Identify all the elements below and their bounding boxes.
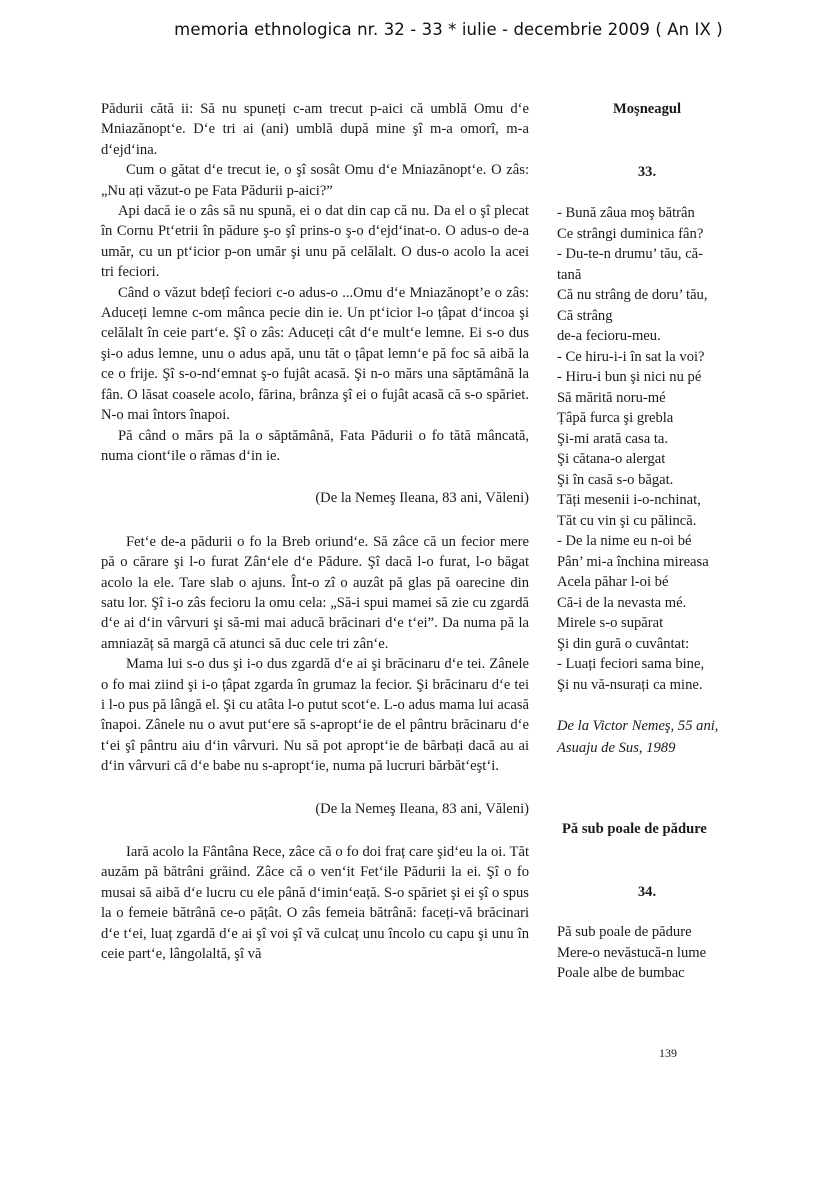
paragraph: Când o văzut bdețî feciori c-o adus-o ...Omu d‘e Mniazănopt’e o zâs: Aduceți lemne c-om mânca pecie din ie. Un pt‘icior l-o țâpat d‘incoa şi celălalt în ceie part‘e. Şî o zâs: Aduceți cât d‘e mult‘e lemne. Ei s-o dus şi-o adus lemne, unu o adus apă, unu tăt o țâpat lemn‘e pă foc să aibă la ce o frije. Şî s-o-nd‘emnat ş-o fujât acasă. Şi n-o mărs una săptămână la fân. O lăsat coasele acolo, fărina, brânza şî ei o fujât acasă că s-o spăriet. N-o mai întors înapoi. [101, 284, 529, 424]
verse-line: Acela păhar l-oi bé [557, 574, 669, 590]
song-source: De la Victor Nemeş, 55 ani, Asuaju de Sus, 1989 [557, 718, 719, 756]
verse-line: - Hiru-i bun şi nici nu pé [557, 369, 702, 385]
source-citation: (De la Nemeş Ileana, 83 ani, Văleni) [315, 490, 529, 507]
source-citation: (De la Nemeş Ileana, 83 ani, Văleni) [315, 800, 529, 817]
paragraph: Cum o gătat d‘e trecut ie, o şî sosât Omu d‘e Mniazănopt‘e. O zâs: „Nu ați văzut-o pe Fata Pădurii p-aici?” [101, 162, 529, 199]
verse-line: Şi din gură o cuvântat: [557, 635, 690, 652]
verse-line: - De la nime eu n-oi bé [557, 533, 692, 549]
verse-line: Mere-o nevăstucă-n lume [557, 944, 707, 961]
verse-line: Țâpă furca şi grebla [557, 410, 674, 426]
paragraph: Pădurii cătă ii: Să nu spuneți c-am trecut p-aici că umblă Omu d‘e Mniazănopt‘e. D‘e tri ai (ani) umblă după mine şî m-a omorî, m-a d‘ejd‘ina. [101, 101, 529, 158]
verse-line: de-a fecioru-meu. [557, 328, 661, 344]
paragraph: Fet‘e de-a pădurii o fo la Breb oriund‘e. Să zâce că un fecior mere pă o cărare şi l-o furat Zân‘ele d‘e Pădure. Şî dacă l-o furat, l-o băgat acolo la ele. Tare slab o ajuns. Înt-o zî o auzât pă glas pă oarecine din satu lor. Şî i-o zâs fecioru la omu cela: „Să-i spui mamei să zie cu zgardă d‘e ai d‘in vârvuri şi să-mi mai aducă brăcinari d‘e t‘ei”. Da numa pă la amniazăț să margă că atunci să duc cele tri zân‘e. [101, 533, 529, 652]
song-verse [557, 203, 737, 695]
song-verse [557, 922, 737, 984]
paragraph: Mama lui s-o dus şi i-o dus zgardă d‘e ai şi brăcinaru d‘e tei. Zânele o fo mai ziind şi i-o țâpat zgarda în grumaz la fecior. Şi brăcinaru d‘e tei i l-o pus pă lângă el. Şi cu atâta l-o putut scot‘e. L-o adus mama lui acasă înapoi. Zânele nu o avut put‘ere să s-apropt‘ie de el pântru brăcinaru d‘e t‘ei şî pântru aiu d‘in vârvuri. Nu să pot apropt‘ie de bărbați dacă au ai d‘in vârvuri că d‘e babe nu s-apropt‘ie, numa pă lucruri bărbăt‘eşt‘i. [101, 656, 529, 775]
verse-line: - Ce hiru-i-i în sat la voi? [557, 348, 705, 365]
left-column [101, 99, 529, 964]
verse-line: Poale albe de bumbac [557, 965, 685, 981]
journal-header: memoria ethnologica nr. 32 - 33 * iulie - decembrie 2009 ( An IX ) [174, 20, 723, 39]
paragraph: Pă când o mărs pă la o săptămână, Fata Pădurii o fo tătă mâncată, numa ciont‘ile o rămas d‘in ie. [101, 427, 529, 464]
verse-line: Şi-mi arată casa ta. [557, 430, 669, 447]
verse-line: Tăți mesenii i-o-nchinat, [557, 492, 701, 508]
right-column [557, 99, 737, 984]
verse-line: - Bună zâua moş bătrân [557, 205, 695, 221]
song-number: 34. [637, 883, 657, 900]
paragraph: Api dacă ie o zâs să nu spună, ei o dat din cap că nu. Da el o şî plecat în Cornu Pt‘etrii în pădure ş-o şî prins-o ş-o d‘ejd‘inat-o. O adus-o de-a umăr, cu un pt‘icior p-on umăr şi unu pă celălalt. O dus-o acolo la acei tri feciori. [101, 203, 529, 281]
verse-line: Să mărită noru-mé [557, 389, 666, 406]
song-title: Pă sub poale de pădure [562, 821, 707, 837]
verse-line: Şi cătana-o alergat [557, 451, 666, 467]
verse-line: Şi nu vă-nsurați ca mine. [557, 676, 703, 693]
verse-line: Pân’ mi-a închina mireasa [557, 553, 709, 570]
verse-line: Că nu strâng de doru’ tău, [557, 287, 708, 303]
song-number: 33. [637, 163, 657, 180]
paragraph: Iară acolo la Fântâna Rece, zâce că o fo doi fraț care şid‘eu la oi. Tăt auzăm pă bătrâni grăind. Zâce că o ven‘it Fet‘ile Pădurii la ei. Şî o fo musai să aibă d‘e lucru cu ele până d‘imin‘eață. S-o spăriet şi ei şî o spus la o femeie bătrână ce-o pățât. O zâs femeia bătrână: faceți-vă brăcinari d‘e t‘ei, luaț zgardă d‘e ai şî voi şî vă culcaț unu încolo cu capu şi unu în ceie part‘e, lângolaltă, şî vă [101, 844, 529, 963]
verse-line: Ce strângi duminica fân? [557, 225, 704, 242]
verse-line: tană [557, 266, 582, 283]
verse-line: - Luați feciori sama bine, [557, 656, 705, 672]
verse-line: Şi în casă s-o băgat. [557, 471, 674, 488]
song-title: Moşneagul [612, 101, 682, 117]
verse-line: Mirele s-o supărat [557, 615, 664, 631]
verse-line: Că strâng [557, 307, 613, 324]
verse-line: Tăt cu vin şi cu pălincă. [557, 512, 697, 529]
verse-line: Că-i de la nevasta mé. [557, 594, 687, 611]
verse-line: Pă sub poale de pădure [557, 924, 692, 940]
page-number: 139 [659, 1046, 677, 1060]
verse-line: - Du-te-n drumu’ tău, că- [557, 246, 704, 262]
